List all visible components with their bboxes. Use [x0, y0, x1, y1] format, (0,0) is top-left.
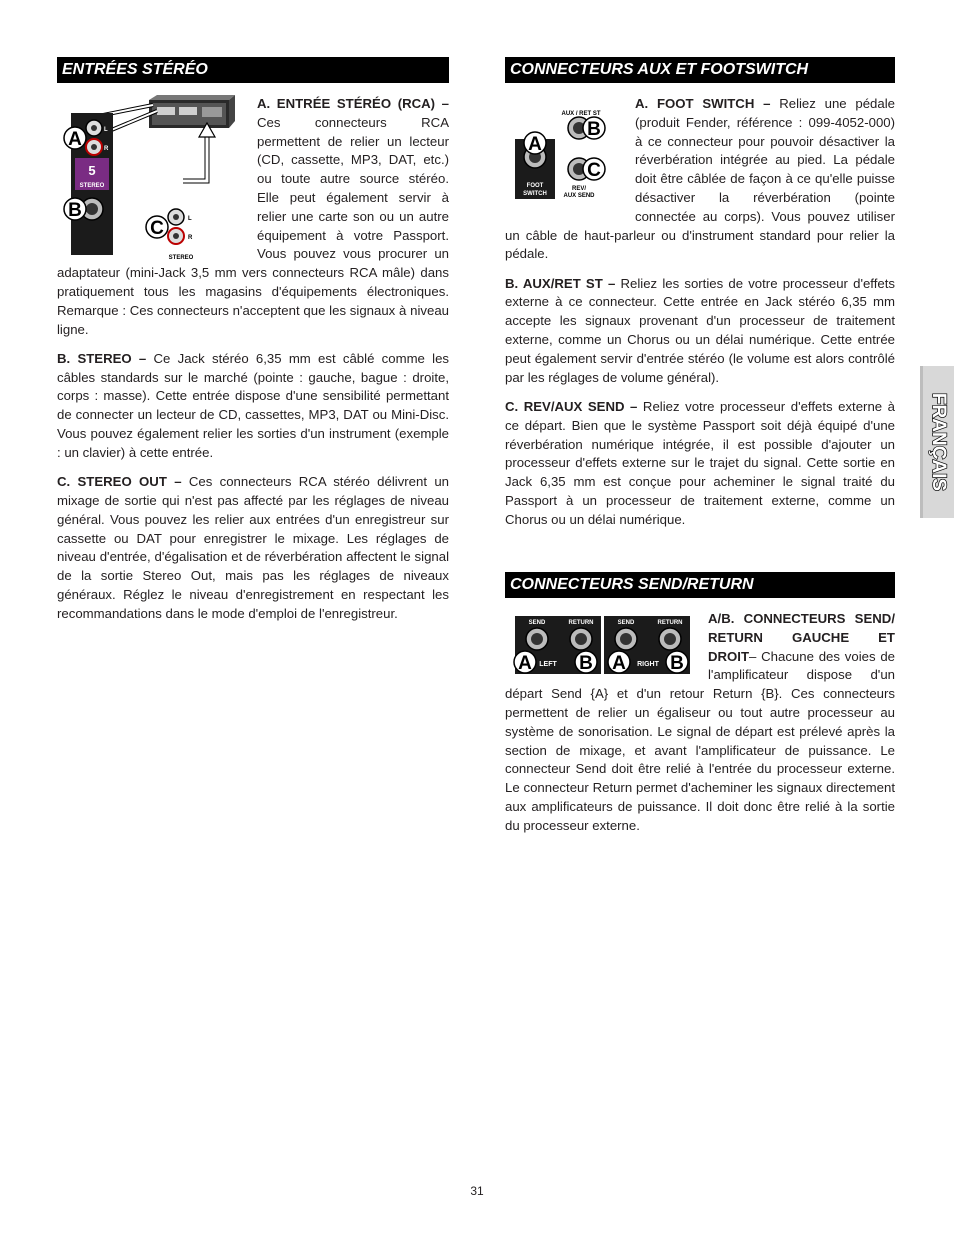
text-foot-switch-a: Reliez une pédale (produit Fender, référence : 099-4052-000) à ce connecteur pour pouvoir désactiver la réverbération intégrée au pied. La pédale doit être câblée de façon à ce qu'elle puisse désactiver la réverbération (pointe connectée au corps). Vous pouvez utiliser un câble de haut-parleur ou d'instrument standard pour relier la pédale. — [505, 96, 895, 262]
svg-text:REV/: REV/ — [571, 186, 587, 192]
page-number: 31 — [470, 1184, 484, 1198]
label-stereo-input-a: A. ENTRÉE STÉRÉO (RCA) – — [257, 96, 449, 111]
svg-text:STEREO: STEREO — [168, 255, 194, 261]
language-side-tab — [920, 366, 954, 518]
svg-text:SEND: SEND — [528, 620, 546, 627]
text-stereo-out-c: Ces connecteurs RCA stéréo délivrent un mixage de sortie qui n'est pas affecté par les réglages de niveau général. Vous pouvez les relier aux entrées d'un enregistreur sur cassette ou DAT pour enregistrer le mixage. Les réglages de niveau d'entrée, d'égalisation et de réverbération affectent le signal de la sortie Stereo Out, mais pas les réglages de niveaux généraux. Réglez le niveau d'enregistrement en respectant les recommandations dans le mode d'emploi de l'enregistreur. — [57, 474, 449, 621]
svg-text:RETURN: RETURN — [568, 620, 594, 627]
stereo-inputs-diagram — [57, 95, 253, 261]
svg-text:A: A — [68, 129, 82, 150]
send-return-diagram — [505, 610, 700, 678]
section-spacer — [505, 540, 895, 572]
svg-text:B: B — [670, 653, 684, 675]
text-send-return-ab: – Chacune des voies de l'amplificateur dispose d'un départ Send {A} et d'un retour Return {B}. Ces connecteurs permettent de relier un égaliseur ou tout autre processeur au système de sonorisation. Le signal de départ est prélevé après la section de mixage, et avant l'amplificateur de puissance. Le connecteur Send doit être relié à l'entrée du processeur externe. Le connecteur Return permet d'acheminer les signaux directement aux amplificateurs de puissance. Il doit donc être relié à la sortie du processeur externe. — [505, 648, 895, 833]
label-send-return-ab: A/B. CONNECTEURS SEND/ RETURN GAUCHE ET DROIT — [708, 611, 895, 664]
cassette-deck-icon — [149, 95, 235, 128]
svg-text:SEND: SEND — [617, 620, 635, 627]
svg-text:B: B — [587, 119, 601, 140]
paragraph-stereo-b — [57, 350, 449, 463]
label-stereo-out-c: C. STEREO OUT – — [57, 474, 182, 490]
svg-text:C: C — [587, 160, 601, 181]
svg-text:B: B — [68, 200, 82, 221]
side-tab-label: FRANÇAIS — [928, 392, 949, 492]
svg-text:A: A — [528, 134, 542, 155]
text-rev-aux-send-c: Reliez votre processeur d'effets externe à ce départ. Bien que le système Passport soit déjà équipé d'une réverbération numérique intégrée, il est possible d'ajouter un processeur d'effets externe sur le trajet du signal. Cette sortie en Jack 6,35 mm est conçue pour acheminer le signal traité du Passport à un processeur de traitement externe, comme un Chorus ou un délai numérique. — [505, 398, 895, 527]
svg-text:L: L — [188, 216, 192, 222]
svg-text:A: A — [518, 653, 532, 675]
svg-text:5: 5 — [88, 163, 96, 178]
section-title-stereo-inputs: ENTRÉES STÉRÉO — [57, 57, 449, 83]
paragraph-aux-ret-b — [505, 275, 895, 388]
section-title-send-return: CONNECTEURS SEND/RETURN — [505, 572, 895, 598]
paragraph-stereo-out-c — [57, 473, 449, 623]
svg-text:B: B — [579, 653, 593, 675]
svg-text:FOOT: FOOT — [526, 183, 544, 189]
label-rev-aux-send-c: C. REV/AUX SEND – — [505, 398, 638, 414]
svg-text:AUX / RET ST: AUX / RET ST — [561, 111, 601, 117]
label-foot-switch-a: A. FOOT SWITCH – — [635, 96, 771, 111]
svg-text:RIGHT: RIGHT — [637, 661, 659, 669]
svg-text:RETURN: RETURN — [657, 620, 683, 627]
label-stereo-b: B. STEREO – — [57, 350, 147, 366]
text-stereo-input-a: Ces connecteurs RCA permettent de relier un lecteur (CD, cassette, MP3, DAT, etc.) ou toute autre source stéréo. Elle peut également servir à relier une carte son ou un autre équipement à votre Passport. Vous pouvez vous procurer un adaptateur (mini-Jack 3,5 mm vers connecteurs RCA mâle) dans pratiquement tous les magasins d'équipements électroniques. Remarque : Ces connecteurs n'acceptent que les signaux à niveau ligne. — [57, 114, 449, 337]
section-title-aux-footswitch: CONNECTEURS AUX ET FOOTSWITCH — [505, 57, 895, 83]
text-stereo-b: Ce Jack stéréo 6,35 mm est câblé comme les câbles standards sur le marché (pointe : gauche, bague : droite, corps : masse). Cette entrée dispose d'une sensibilité permettant de connecter un lecteur de CD, cassettes, MP3, DAT ou Mini-Disc. Vous pouvez également relier les sorties d'un instrument (exemple : un clavier) à cette entrée. — [57, 350, 450, 460]
left-column — [57, 57, 449, 634]
svg-text:R: R — [188, 235, 193, 241]
text-aux-ret-b: Reliez les sorties de votre processeur d'effets externe à ce connecteur. Cette entrée en Jack stéréo 6,35 mm accepte les signaux provenant d'un processeur de traitement externe, comme un Chorus ou un délai numérique. Cette entrée peut également servir d'entrée stéréo (le volume est alors contrôlé par les réglages de volume général). — [505, 275, 895, 385]
right-column — [505, 57, 895, 846]
svg-text:L: L — [104, 127, 108, 133]
paragraph-rev-aux-send-c — [505, 398, 895, 530]
svg-text:A: A — [612, 653, 626, 675]
svg-text:R: R — [104, 146, 109, 152]
svg-text:SWITCH: SWITCH — [523, 191, 547, 197]
svg-text:LEFT: LEFT — [539, 661, 557, 669]
label-aux-ret-b: B. AUX/RET ST – — [505, 275, 616, 291]
svg-text:STEREO: STEREO — [79, 183, 105, 189]
svg-text:C: C — [150, 218, 164, 239]
svg-text:AUX SEND: AUX SEND — [563, 193, 595, 199]
aux-footswitch-diagram — [505, 95, 629, 213]
